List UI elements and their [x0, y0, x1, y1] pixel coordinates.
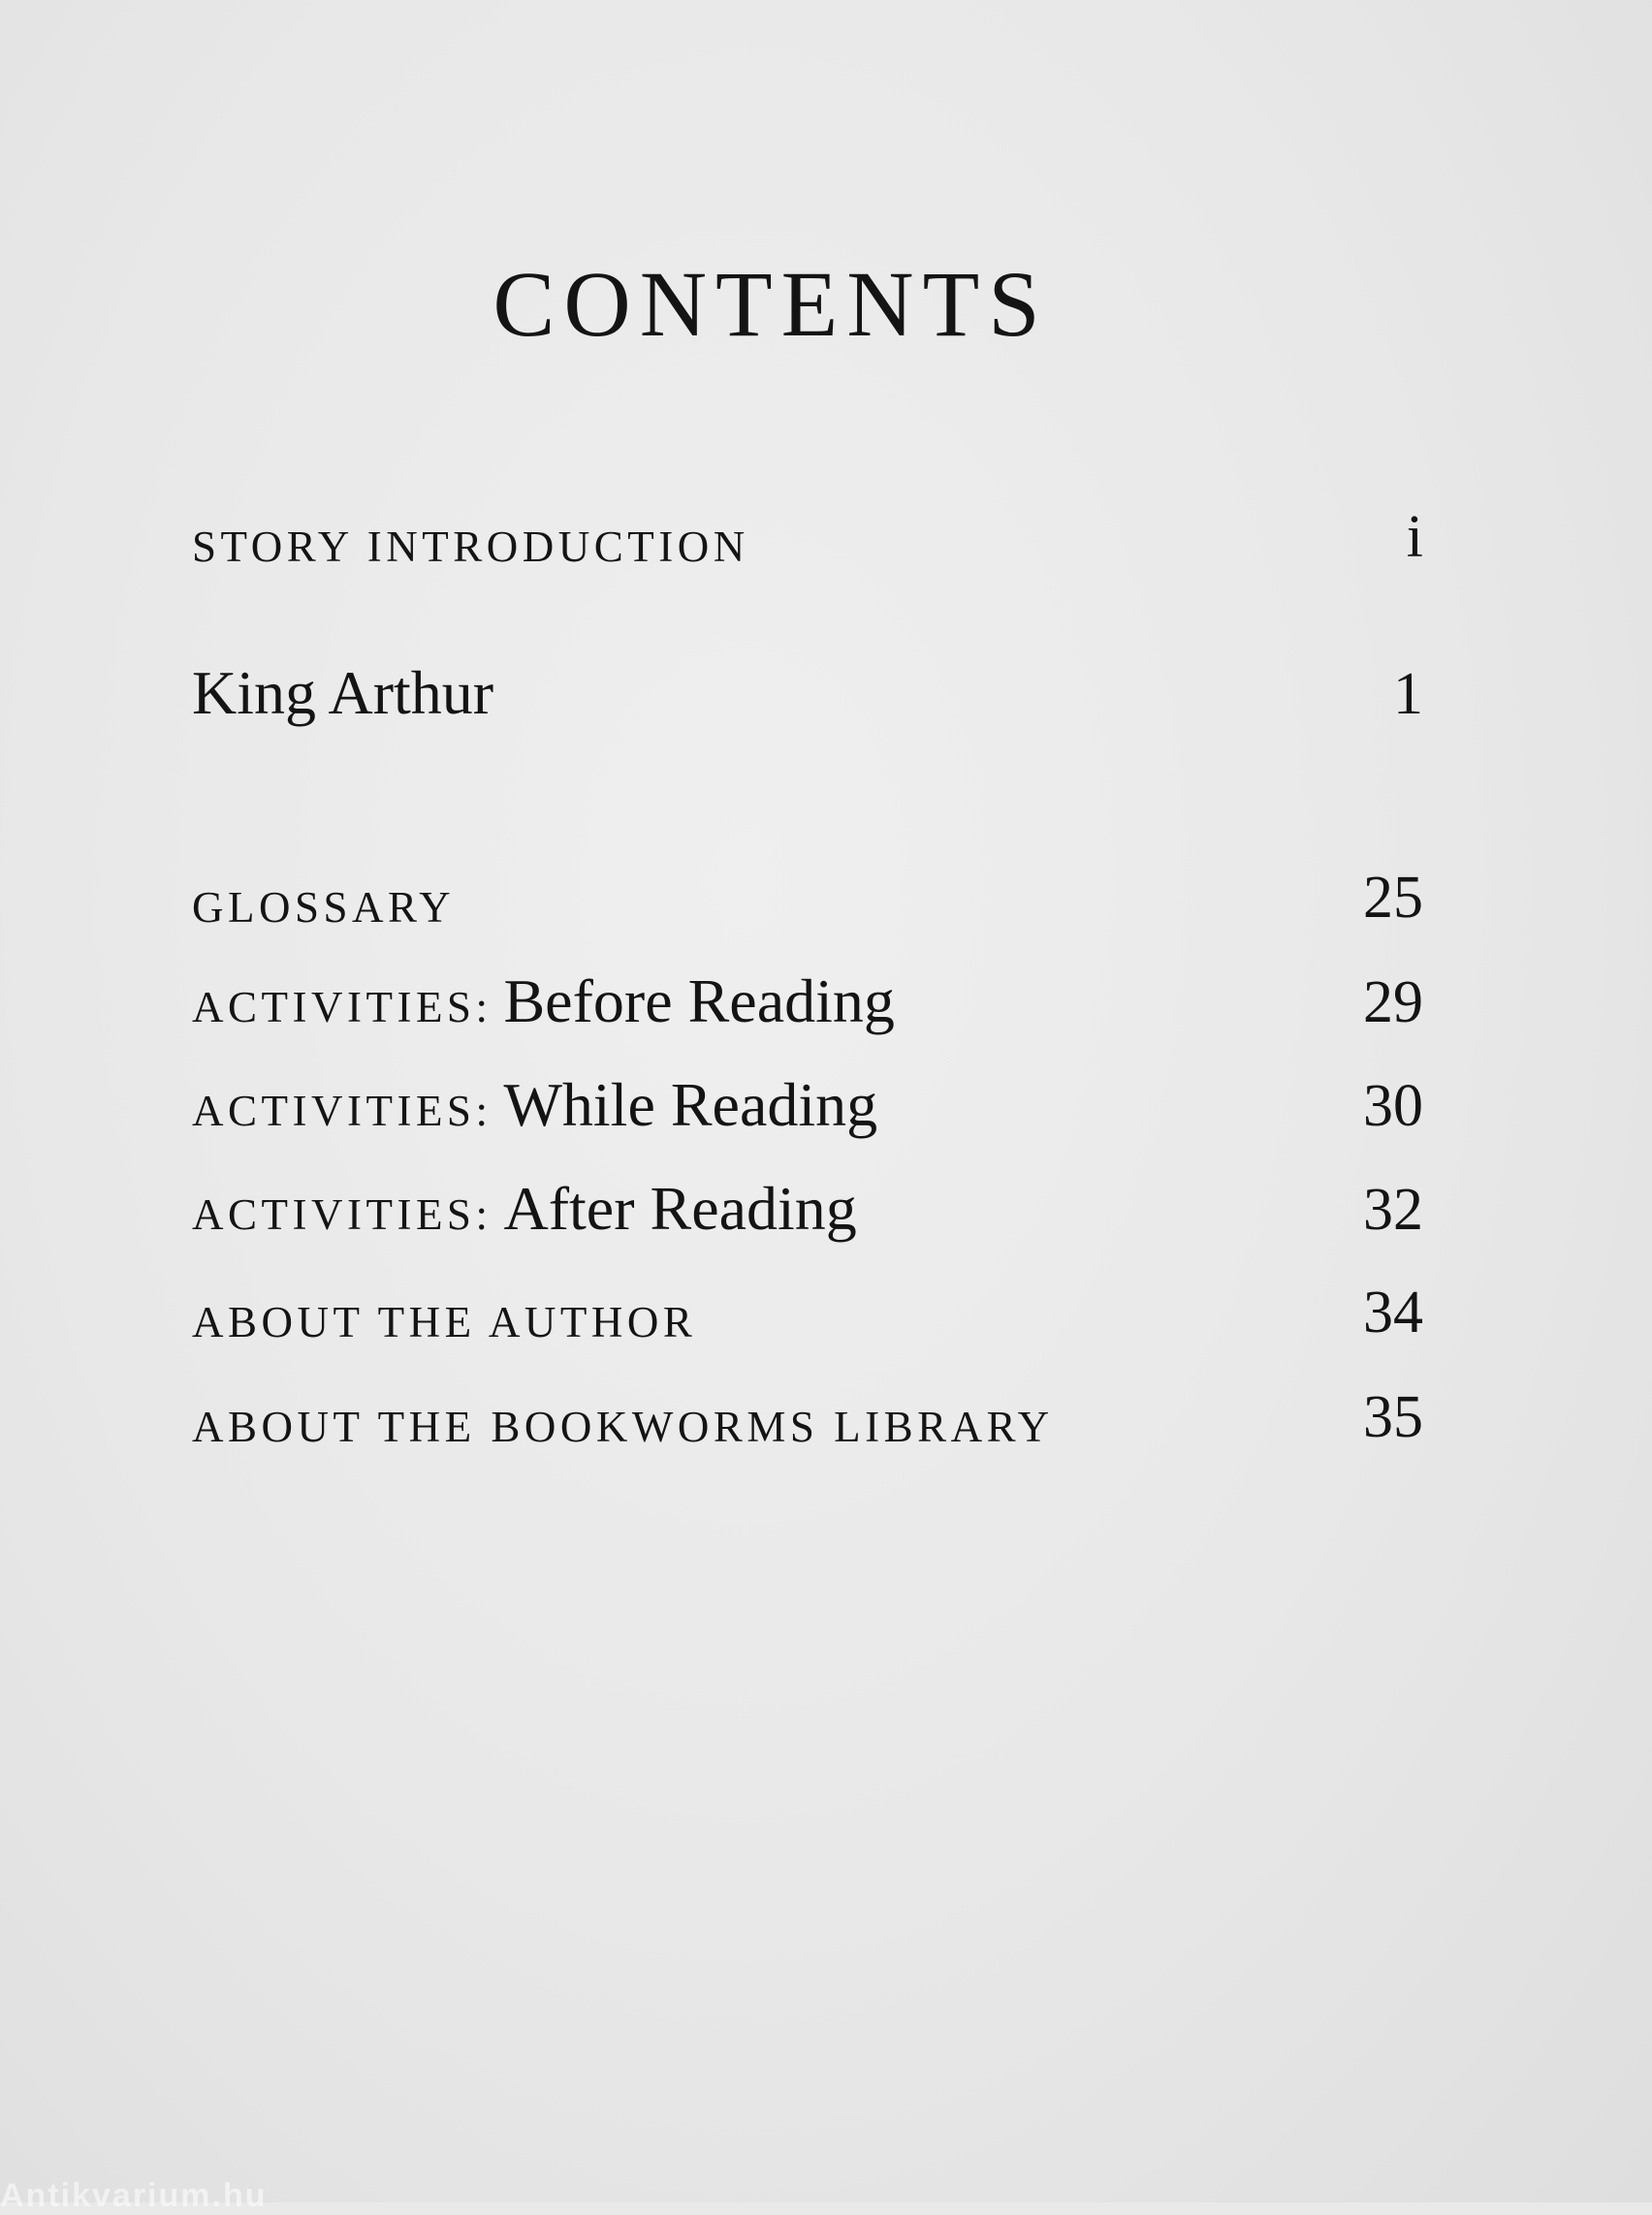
- toc-entry-label: ACTIVITIES:: [192, 1087, 492, 1135]
- toc-entry-sublabel: After Reading: [503, 1174, 857, 1243]
- toc-entry-label: ACTIVITIES:: [192, 1190, 492, 1239]
- toc-entry-label: ABOUT THE BOOKWORMS LIBRARY: [192, 1403, 1054, 1451]
- toc-entry-label-group: [192, 1069, 877, 1141]
- toc-entry-page: 29: [1363, 969, 1423, 1035]
- toc-entry-about-the-author: [192, 1270, 1423, 1347]
- toc-entry-sublabel: While Reading: [503, 1070, 878, 1139]
- toc-entry-page: i: [1406, 504, 1423, 570]
- toc-entry-page: 34: [1363, 1280, 1423, 1345]
- toc-entry-page: 35: [1363, 1384, 1423, 1450]
- page-title: CONTENTS: [492, 252, 1049, 356]
- toc-entry-label-group: [192, 1173, 857, 1245]
- toc-entry-page: 25: [1363, 865, 1423, 931]
- toc-entry-story-introduction: [192, 494, 1423, 572]
- toc-entry-activities-while-reading: [192, 1063, 1423, 1141]
- toc-entry-about-the-bookworms-library: [192, 1375, 1423, 1452]
- toc-entry-page: 30: [1363, 1073, 1423, 1139]
- toc-entry-label: ABOUT THE AUTHOR: [192, 1298, 697, 1346]
- toc-entry-king-arthur: [192, 651, 1423, 729]
- toc-entry-label: ACTIVITIES:: [192, 983, 492, 1031]
- toc-entry-sublabel: Before Reading: [503, 966, 895, 1035]
- toc-entry-label: King Arthur: [192, 658, 494, 727]
- toc-entry-glossary: [192, 855, 1423, 933]
- toc-entry-page: 1: [1393, 661, 1423, 727]
- toc-entry-activities-after-reading: [192, 1167, 1423, 1245]
- toc-entry-activities-before-reading: [192, 960, 1423, 1037]
- watermark: Antikvarium.hu: [0, 2177, 268, 2214]
- toc-entry-label: GLOSSARY: [192, 883, 456, 932]
- toc-entry-page: 32: [1363, 1177, 1423, 1243]
- toc-entry-label: STORY INTRODUCTION: [192, 522, 749, 571]
- toc-entry-label-group: [192, 965, 895, 1037]
